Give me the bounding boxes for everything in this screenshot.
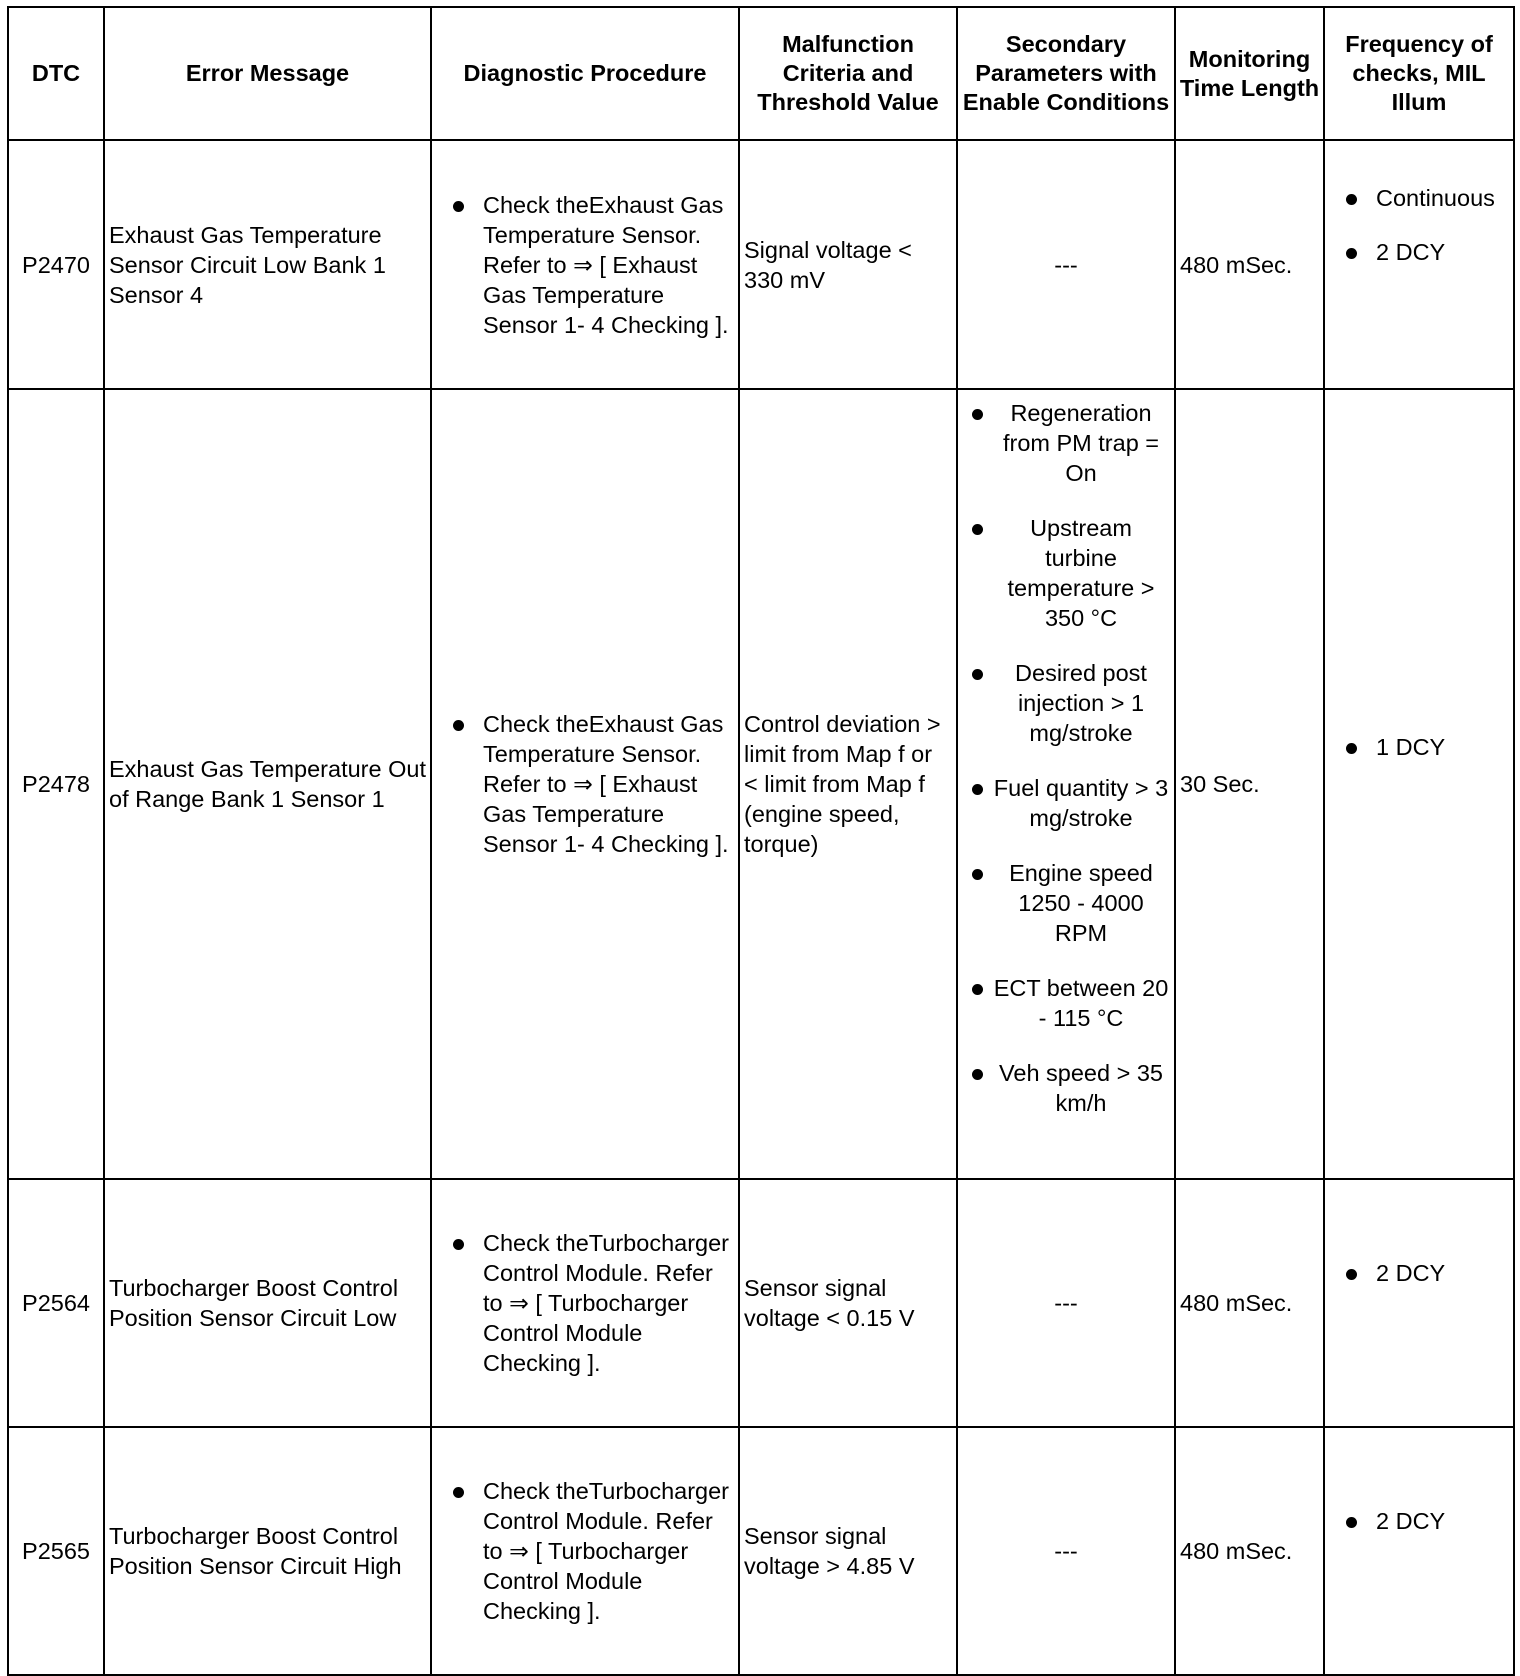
header-monitoring-time: Monitoring Time Length <box>1175 7 1324 140</box>
header-row <box>8 7 1514 140</box>
diagnostic-procedure-text: Check theExhaust Gas Temperature Sensor. Refer to ⇒ [ Exhaust Gas Temperature Sensor 1- 4 Checking ]. <box>436 709 734 859</box>
header-secondary-parameters: Secondary Parameters with Enable Conditions <box>957 7 1175 140</box>
secondary-parameter-item: Engine speed 1250 - 4000 RPM <box>962 858 1170 948</box>
malfunction-criteria: Sensor signal voltage < 0.15 V <box>739 1179 957 1427</box>
error-message: Exhaust Gas Temperature Out of Range Bank 1 Sensor 1 <box>104 389 431 1179</box>
diagnostic-procedure <box>431 389 739 1179</box>
header-dtc: DTC <box>8 7 104 140</box>
frequency-item: Continuous <box>1329 183 1509 213</box>
header-diagnostic-procedure: Diagnostic Procedure <box>431 7 739 140</box>
malfunction-criteria: Signal voltage < 330 mV <box>739 140 957 389</box>
secondary-parameters: --- <box>957 140 1175 389</box>
malfunction-criteria: Sensor signal voltage > 4.85 V <box>739 1427 957 1675</box>
monitoring-time: 480 mSec. <box>1175 1179 1324 1427</box>
table-row <box>8 140 1514 389</box>
secondary-parameter-item: Veh speed > 35 km/h <box>962 1058 1170 1118</box>
secondary-parameters: --- <box>957 1179 1175 1427</box>
diagnostic-procedure <box>431 140 739 389</box>
frequency <box>1324 1179 1514 1427</box>
secondary-parameter-item: Regeneration from PM trap = On <box>962 398 1170 488</box>
frequency <box>1324 140 1514 389</box>
monitoring-time: 480 mSec. <box>1175 1427 1324 1675</box>
secondary-parameters <box>957 389 1175 1179</box>
header-frequency: Frequency of checks, MIL Illum <box>1324 7 1514 140</box>
frequency <box>1324 1427 1514 1675</box>
table-row <box>8 1179 1514 1427</box>
monitoring-time: 30 Sec. <box>1175 389 1324 1179</box>
frequency-item: 2 DCY <box>1329 1506 1509 1536</box>
dtc-code: P2565 <box>8 1427 104 1675</box>
frequency <box>1324 389 1514 1179</box>
error-message: Turbocharger Boost Control Position Sensor Circuit High <box>104 1427 431 1675</box>
diagnostic-procedure-text: Check theTurbocharger Control Module. Refer to ⇒ [ Turbocharger Control Module Checking ]. <box>436 1476 734 1626</box>
table-row <box>8 389 1514 1179</box>
dtc-code: P2564 <box>8 1179 104 1427</box>
error-message: Exhaust Gas Temperature Sensor Circuit Low Bank 1 Sensor 4 <box>104 140 431 389</box>
dtc-code: P2478 <box>8 389 104 1179</box>
monitoring-time: 480 mSec. <box>1175 140 1324 389</box>
diagnostic-procedure-text: Check theExhaust Gas Temperature Sensor. Refer to ⇒ [ Exhaust Gas Temperature Sensor 1- 4 Checking ]. <box>436 190 734 340</box>
malfunction-criteria: Control deviation > limit from Map f or < limit from Map f (engine speed, torque) <box>739 389 957 1179</box>
frequency-item: 2 DCY <box>1329 237 1509 267</box>
secondary-parameter-item: Desired post injection > 1 mg/stroke <box>962 658 1170 748</box>
diagnostic-procedure <box>431 1179 739 1427</box>
header-error-message: Error Message <box>104 7 431 140</box>
secondary-parameter-item: ECT between 20 - 115 °C <box>962 973 1170 1033</box>
secondary-parameters: --- <box>957 1427 1175 1675</box>
table-row <box>8 1427 1514 1675</box>
diagnostic-procedure <box>431 1427 739 1675</box>
secondary-parameter-item: Fuel quantity > 3 mg/stroke <box>962 773 1170 833</box>
frequency-item: 2 DCY <box>1329 1258 1509 1288</box>
frequency-item: 1 DCY <box>1329 732 1509 762</box>
dtc-table <box>7 6 1515 1676</box>
secondary-parameter-item: Upstream turbine temperature > 350 °C <box>962 513 1170 633</box>
dtc-code: P2470 <box>8 140 104 389</box>
header-malfunction-criteria: Malfunction Criteria and Threshold Value <box>739 7 957 140</box>
diagnostic-procedure-text: Check theTurbocharger Control Module. Refer to ⇒ [ Turbocharger Control Module Checking ]. <box>436 1228 734 1378</box>
error-message: Turbocharger Boost Control Position Sensor Circuit Low <box>104 1179 431 1427</box>
